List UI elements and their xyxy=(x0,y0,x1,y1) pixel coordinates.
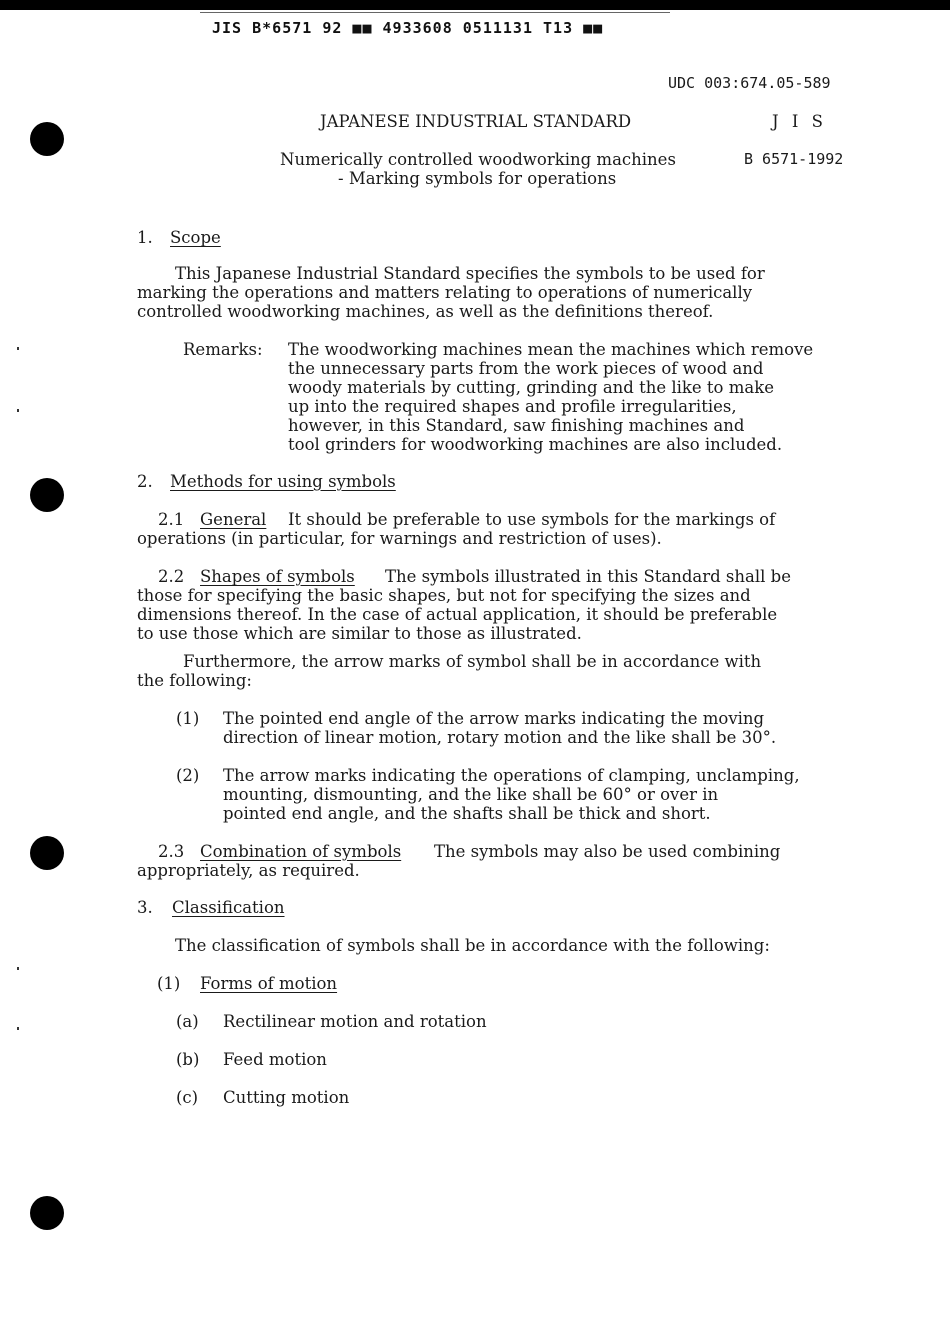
list-label: (a) xyxy=(176,1012,199,1031)
list-item-line: The pointed end angle of the arrow marks indicating the moving xyxy=(223,709,765,728)
list-item-line: The arrow marks indicating the operations of clamping, unclamping, xyxy=(223,766,800,785)
section-heading-scope: Scope xyxy=(170,228,221,247)
paragraph-line: those for specifying the basic shapes, but not for specifying the sizes and xyxy=(137,586,751,605)
remarks-label: Remarks: xyxy=(183,340,263,359)
subsection-heading-combination: Combination of symbols xyxy=(200,842,402,861)
remarks-line: up into the required shapes and profile irregularities, xyxy=(288,397,737,416)
jis-mark: J I S xyxy=(772,112,827,131)
scan-speck xyxy=(17,1027,19,1030)
subsection-number: 2.3 xyxy=(158,842,185,861)
list-item-line: mounting, dismounting, and the like shall be 60° or over in xyxy=(223,785,719,804)
remarks-line: however, in this Standard, saw finishing machines and xyxy=(288,416,745,435)
remarks-line: The woodworking machines mean the machines which remove xyxy=(288,340,814,359)
list-item: Cutting motion xyxy=(223,1088,350,1107)
section-number: 3. xyxy=(137,898,153,917)
scan-header-code: JIS B*6571 92 ■■ 4933608 0511131 T13 ■■ xyxy=(212,19,604,37)
paragraph-line: the following: xyxy=(137,671,252,690)
subsection-number: 2.1 xyxy=(158,510,185,529)
scan-speck xyxy=(17,347,19,350)
section-number: 1. xyxy=(137,228,153,247)
remarks-line: the unnecessary parts from the work pieces of wood and xyxy=(288,359,764,378)
paragraph-line: The symbols may also be used combining xyxy=(434,842,781,861)
list-label: (c) xyxy=(176,1088,199,1107)
paragraph-line: dimensions thereof. In the case of actual application, it should be preferable xyxy=(137,605,778,624)
subsection-heading-shapes: Shapes of symbols xyxy=(200,567,355,586)
subsection-number: 2.2 xyxy=(158,567,185,586)
list-label: (b) xyxy=(176,1050,200,1069)
list-label: (1) xyxy=(157,974,181,993)
paragraph-line: controlled woodworking machines, as well as the definitions thereof. xyxy=(137,302,714,321)
scan-top-border xyxy=(0,0,950,10)
paragraph-line: operations (in particular, for warnings and restriction of uses). xyxy=(137,529,662,548)
remarks-line: tool grinders for woodworking machines are also included. xyxy=(288,435,783,454)
punch-hole-1 xyxy=(30,122,64,156)
section-number: 2. xyxy=(137,472,153,491)
paragraph-line: appropriately, as required. xyxy=(137,861,360,880)
subsection-heading-general: General xyxy=(200,510,267,529)
remarks-line: woody materials by cutting, grinding and the like to make xyxy=(288,378,774,397)
list-item: Rectilinear motion and rotation xyxy=(223,1012,487,1031)
section-heading-methods: Methods for using symbols xyxy=(170,472,396,491)
punch-hole-4 xyxy=(30,1196,64,1230)
list-item-line: pointed end angle, and the shafts shall be thick and short. xyxy=(223,804,711,823)
paragraph-line: The classification of symbols shall be in accordance with the following: xyxy=(175,936,770,955)
punch-hole-2 xyxy=(30,478,64,512)
paragraph-line: The symbols illustrated in this Standard shall be xyxy=(385,567,791,586)
list-label: (2) xyxy=(176,766,200,785)
punch-hole-3 xyxy=(30,836,64,870)
udc-code: UDC 003:674.05-589 xyxy=(668,74,831,92)
scan-speck xyxy=(17,409,19,412)
list-item-line: direction of linear motion, rotary motion and the like shall be 30°. xyxy=(223,728,777,747)
standard-title: JAPANESE INDUSTRIAL STANDARD xyxy=(320,112,632,131)
list-item: Feed motion xyxy=(223,1050,327,1069)
scan-speck xyxy=(17,967,19,970)
paragraph-line: to use those which are similar to those as illustrated. xyxy=(137,624,582,643)
document-title: Numerically controlled woodworking machines xyxy=(280,150,676,169)
paragraph-line: marking the operations and matters relating to operations of numerically xyxy=(137,283,753,302)
subheading-forms-of-motion: Forms of motion xyxy=(200,974,338,993)
section-heading-classification: Classification xyxy=(172,898,285,917)
list-label: (1) xyxy=(176,709,200,728)
scan-rule-line xyxy=(200,12,670,13)
paragraph-line: This Japanese Industrial Standard specifies the symbols to be used for xyxy=(175,264,765,283)
paragraph-line: Furthermore, the arrow marks of symbol shall be in accordance with xyxy=(183,652,762,671)
document-number: B 6571-1992 xyxy=(744,150,844,168)
paragraph-line: It should be preferable to use symbols for the markings of xyxy=(288,510,776,529)
document-subtitle: - Marking symbols for operations xyxy=(338,169,617,188)
